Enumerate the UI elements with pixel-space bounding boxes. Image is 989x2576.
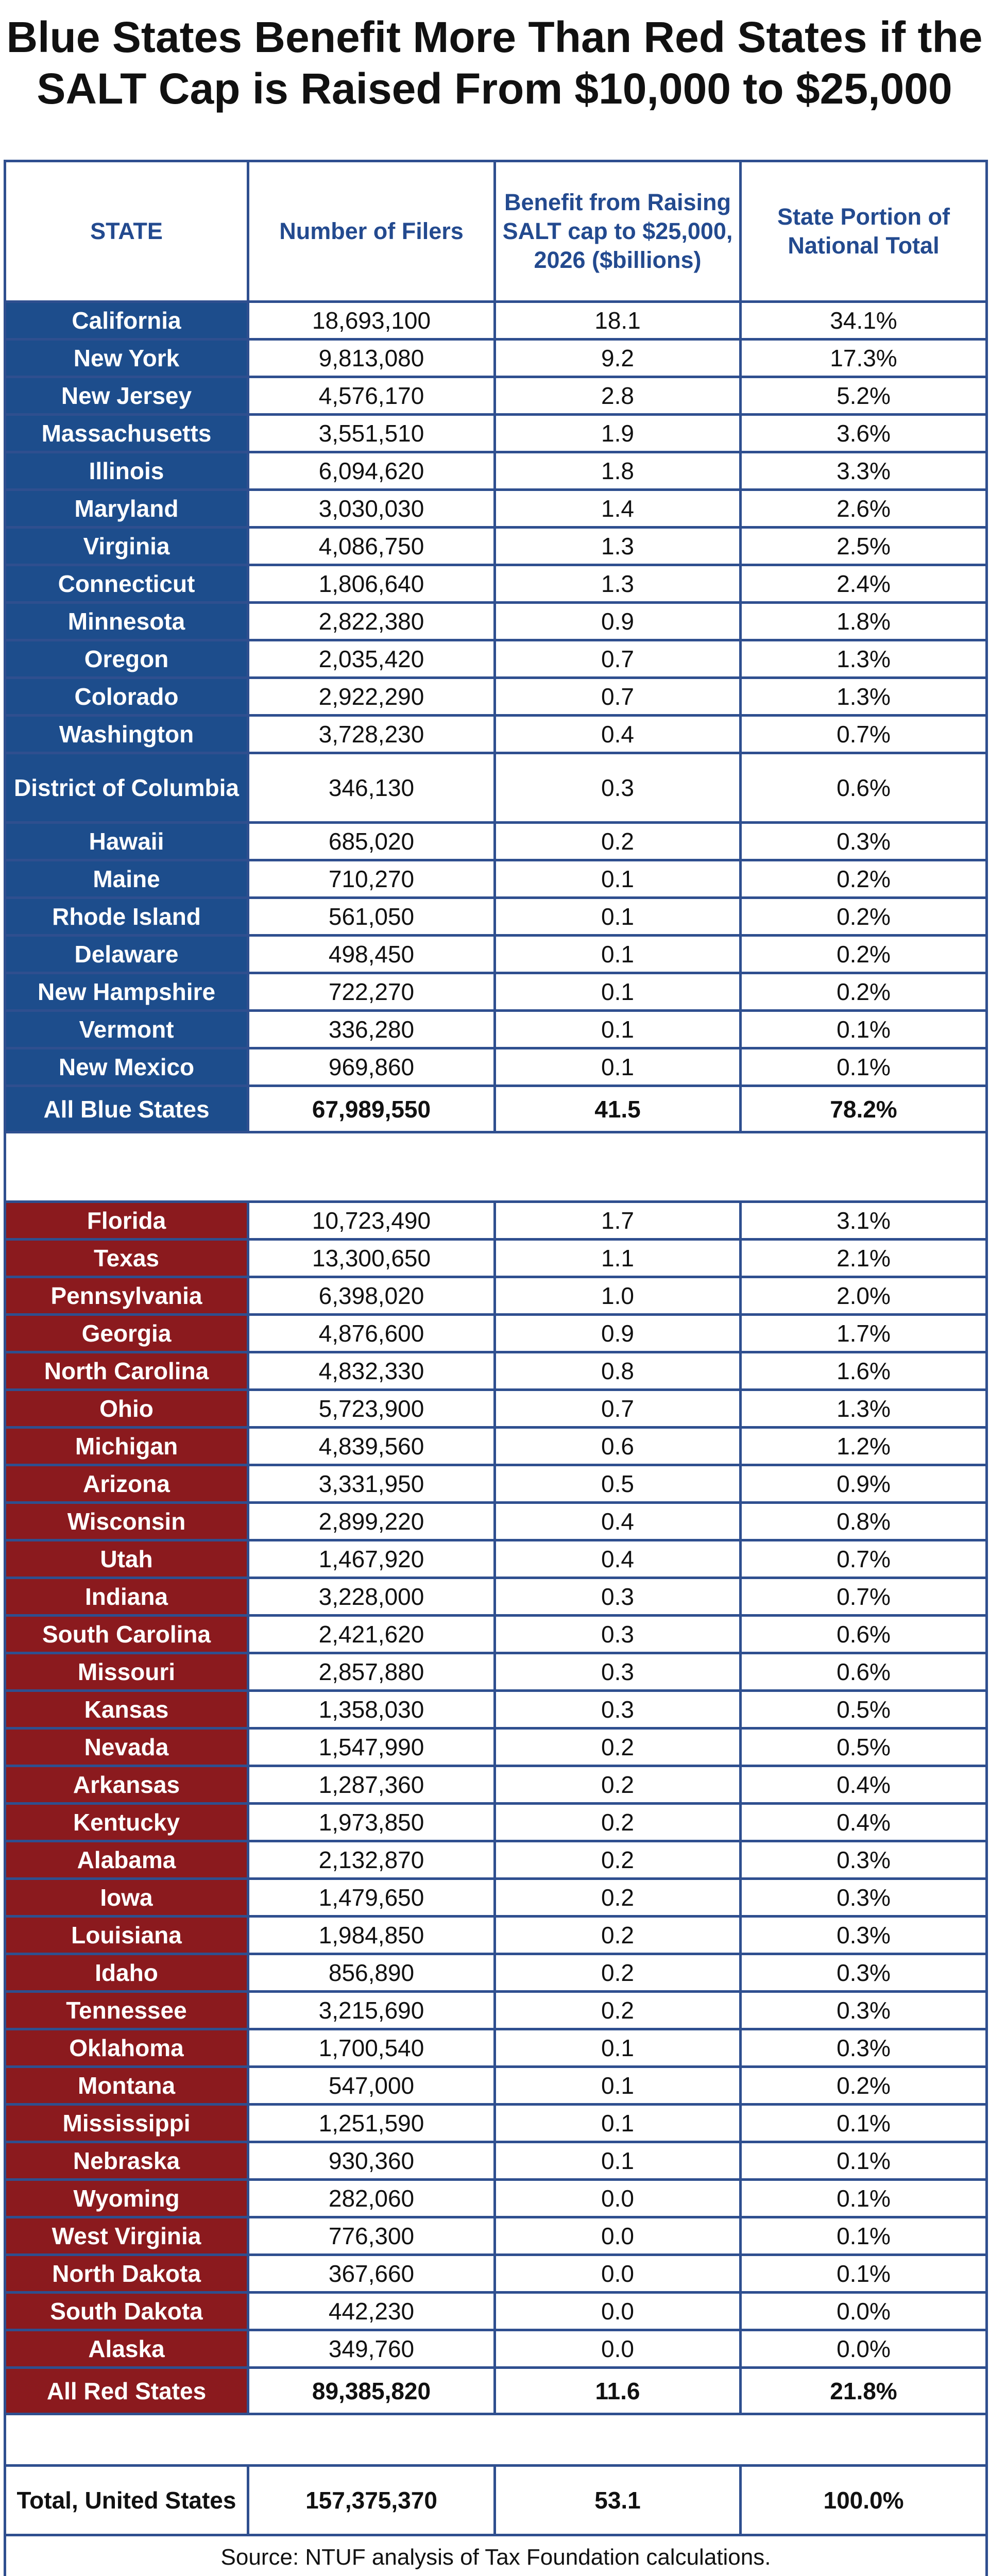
state-cell: Iowa: [5, 1879, 248, 1917]
benefit-cell: 0.1: [495, 973, 741, 1011]
state-cell: New Hampshire: [5, 973, 248, 1011]
blue-row-connecticut: [5, 565, 987, 603]
benefit-cell: 0.1: [495, 1048, 741, 1086]
filers-cell: 2,421,620: [248, 1616, 495, 1653]
benefit-cell: 0.7: [495, 640, 741, 678]
blue-row-delaware: [5, 936, 987, 973]
state-cell: Maine: [5, 860, 248, 898]
portion-cell: 78.2%: [741, 1086, 987, 1132]
benefit-cell: 0.4: [495, 1540, 741, 1578]
portion-cell: 1.3%: [741, 640, 987, 678]
benefit-cell: 0.5: [495, 1465, 741, 1503]
filers-cell: 4,832,330: [248, 1352, 495, 1390]
benefit-cell: 1.7: [495, 1202, 741, 1240]
red-row-north-carolina: [5, 1352, 987, 1390]
filers-cell: 1,467,920: [248, 1540, 495, 1578]
state-cell: All Red States: [5, 2368, 248, 2414]
portion-cell: 0.3%: [741, 1917, 987, 1954]
blue-row-new-hampshire: [5, 973, 987, 1011]
blue-row-california: [5, 302, 987, 340]
filers-cell: 1,287,360: [248, 1766, 495, 1804]
blue-row-new-mexico: [5, 1048, 987, 1086]
state-cell: Total, United States: [5, 2466, 248, 2535]
red-row-ohio: [5, 1390, 987, 1428]
portion-cell: 0.4%: [741, 1804, 987, 1841]
benefit-cell: 0.9: [495, 603, 741, 640]
portion-cell: 21.8%: [741, 2368, 987, 2414]
red-row-florida: [5, 1202, 987, 1240]
state-cell: California: [5, 302, 248, 340]
state-cell: Massachusetts: [5, 415, 248, 452]
header-row: [5, 161, 987, 302]
benefit-cell: 0.8: [495, 1352, 741, 1390]
portion-cell: 5.2%: [741, 377, 987, 415]
header-state: STATE: [5, 161, 248, 302]
filers-cell: 1,358,030: [248, 1691, 495, 1728]
state-cell: Vermont: [5, 1011, 248, 1048]
red-row-south-carolina: [5, 1616, 987, 1653]
filers-cell: 2,822,380: [248, 603, 495, 640]
portion-cell: 0.1%: [741, 2180, 987, 2217]
filers-cell: 3,551,510: [248, 415, 495, 452]
benefit-cell: 0.1: [495, 860, 741, 898]
benefit-cell: 0.7: [495, 678, 741, 716]
state-cell: Arkansas: [5, 1766, 248, 1804]
benefit-cell: 0.1: [495, 2142, 741, 2180]
filers-cell: 3,228,000: [248, 1578, 495, 1616]
state-cell: District of Columbia: [5, 753, 248, 823]
portion-cell: 2.1%: [741, 1240, 987, 1277]
filers-cell: 336,280: [248, 1011, 495, 1048]
portion-cell: 100.0%: [741, 2466, 987, 2535]
state-cell: Arizona: [5, 1465, 248, 1503]
blue-total-row: [5, 1086, 987, 1132]
portion-cell: 0.7%: [741, 1540, 987, 1578]
filers-cell: 2,922,290: [248, 678, 495, 716]
benefit-cell: 0.1: [495, 2029, 741, 2067]
red-row-missouri: [5, 1653, 987, 1691]
portion-cell: 0.3%: [741, 1841, 987, 1879]
filers-cell: 685,020: [248, 823, 495, 860]
state-cell: Georgia: [5, 1315, 248, 1352]
state-cell: Louisiana: [5, 1917, 248, 1954]
red-row-michigan: [5, 1428, 987, 1465]
filers-cell: 1,547,990: [248, 1728, 495, 1766]
portion-cell: 0.8%: [741, 1503, 987, 1540]
filers-cell: 776,300: [248, 2217, 495, 2255]
benefit-cell: 0.2: [495, 1728, 741, 1766]
benefit-cell: 1.3: [495, 565, 741, 603]
portion-cell: 0.1%: [741, 2105, 987, 2142]
red-row-tennessee: [5, 1992, 987, 2029]
benefit-cell: 0.1: [495, 2105, 741, 2142]
us-total-row: [5, 2466, 987, 2535]
red-row-texas: [5, 1240, 987, 1277]
portion-cell: 0.5%: [741, 1728, 987, 1766]
state-cell: Rhode Island: [5, 898, 248, 936]
benefit-cell: 0.4: [495, 716, 741, 753]
benefit-cell: 0.9: [495, 1315, 741, 1352]
state-cell: Kansas: [5, 1691, 248, 1728]
filers-cell: 2,132,870: [248, 1841, 495, 1879]
benefit-cell: 0.1: [495, 1011, 741, 1048]
filers-cell: 1,251,590: [248, 2105, 495, 2142]
benefit-cell: 0.1: [495, 936, 741, 973]
table-body: [5, 302, 987, 2576]
filers-cell: 969,860: [248, 1048, 495, 1086]
filers-cell: 1,479,650: [248, 1879, 495, 1917]
state-cell: Delaware: [5, 936, 248, 973]
benefit-cell: 1.3: [495, 528, 741, 565]
state-cell: New Mexico: [5, 1048, 248, 1086]
filers-cell: 6,094,620: [248, 452, 495, 490]
blue-row-district-of-columbia: [5, 753, 987, 823]
red-row-arkansas: [5, 1766, 987, 1804]
salt-table: [4, 160, 988, 2576]
state-cell: Utah: [5, 1540, 248, 1578]
portion-cell: 0.1%: [741, 1048, 987, 1086]
red-row-louisiana: [5, 1917, 987, 1954]
state-cell: Ohio: [5, 1390, 248, 1428]
filers-cell: 9,813,080: [248, 340, 495, 377]
state-cell: Nevada: [5, 1728, 248, 1766]
state-cell: Wisconsin: [5, 1503, 248, 1540]
salt-table-container: [4, 160, 985, 2576]
red-row-iowa: [5, 1879, 987, 1917]
state-cell: Illinois: [5, 452, 248, 490]
state-cell: New Jersey: [5, 377, 248, 415]
red-row-idaho: [5, 1954, 987, 1992]
state-cell: Idaho: [5, 1954, 248, 1992]
state-cell: Colorado: [5, 678, 248, 716]
blue-row-hawaii: [5, 823, 987, 860]
benefit-cell: 18.1: [495, 302, 741, 340]
portion-cell: 1.6%: [741, 1352, 987, 1390]
benefit-cell: 1.9: [495, 415, 741, 452]
filers-cell: 930,360: [248, 2142, 495, 2180]
benefit-cell: 0.2: [495, 1841, 741, 1879]
benefit-cell: 0.0: [495, 2255, 741, 2293]
blue-row-rhode-island: [5, 898, 987, 936]
benefit-cell: 0.3: [495, 1616, 741, 1653]
portion-cell: 0.4%: [741, 1766, 987, 1804]
state-cell: Hawaii: [5, 823, 248, 860]
source-row: [5, 2535, 987, 2576]
portion-cell: 3.3%: [741, 452, 987, 490]
filers-cell: 13,300,650: [248, 1240, 495, 1277]
red-row-kentucky: [5, 1804, 987, 1841]
red-row-west-virginia: [5, 2217, 987, 2255]
filers-cell: 346,130: [248, 753, 495, 823]
benefit-cell: 0.4: [495, 1503, 741, 1540]
benefit-cell: 0.2: [495, 1917, 741, 1954]
page-title: [0, 11, 989, 114]
filers-cell: 89,385,820: [248, 2368, 495, 2414]
filers-cell: 3,728,230: [248, 716, 495, 753]
state-cell: New York: [5, 340, 248, 377]
spacer-cell: [5, 2414, 987, 2466]
portion-cell: 0.2%: [741, 898, 987, 936]
spacer-cell: [5, 1132, 987, 1202]
filers-cell: 3,331,950: [248, 1465, 495, 1503]
blue-row-oregon: [5, 640, 987, 678]
filers-cell: 3,215,690: [248, 1992, 495, 2029]
state-cell: Montana: [5, 2067, 248, 2105]
portion-cell: 0.0%: [741, 2330, 987, 2368]
portion-cell: 0.5%: [741, 1691, 987, 1728]
portion-cell: 3.1%: [741, 1202, 987, 1240]
red-row-wisconsin: [5, 1503, 987, 1540]
portion-cell: 34.1%: [741, 302, 987, 340]
state-cell: Mississippi: [5, 2105, 248, 2142]
portion-cell: 0.3%: [741, 1954, 987, 1992]
benefit-cell: 1.0: [495, 1277, 741, 1315]
red-row-south-dakota: [5, 2293, 987, 2330]
benefit-cell: 9.2: [495, 340, 741, 377]
red-row-oklahoma: [5, 2029, 987, 2067]
blue-row-massachusetts: [5, 415, 987, 452]
red-row-nevada: [5, 1728, 987, 1766]
portion-cell: 1.7%: [741, 1315, 987, 1352]
filers-cell: 561,050: [248, 898, 495, 936]
benefit-cell: 0.6: [495, 1428, 741, 1465]
blue-row-new-york: [5, 340, 987, 377]
red-row-arizona: [5, 1465, 987, 1503]
red-row-nebraska: [5, 2142, 987, 2180]
filers-cell: 5,723,900: [248, 1390, 495, 1428]
portion-cell: 2.4%: [741, 565, 987, 603]
portion-cell: 2.0%: [741, 1277, 987, 1315]
section-spacer: [5, 1132, 987, 1202]
red-row-alaska: [5, 2330, 987, 2368]
portion-cell: 0.7%: [741, 716, 987, 753]
benefit-cell: 53.1: [495, 2466, 741, 2535]
benefit-cell: 0.3: [495, 753, 741, 823]
benefit-cell: 1.1: [495, 1240, 741, 1277]
portion-cell: 0.2%: [741, 860, 987, 898]
red-row-kansas: [5, 1691, 987, 1728]
filers-cell: 1,984,850: [248, 1917, 495, 1954]
source-note: Source: NTUF analysis of Tax Foundation calculations.: [5, 2535, 987, 2576]
filers-cell: 2,857,880: [248, 1653, 495, 1691]
title-line-2: SALT Cap is Raised From $10,000 to $25,000: [37, 64, 952, 113]
filers-cell: 4,876,600: [248, 1315, 495, 1352]
portion-cell: 0.3%: [741, 1879, 987, 1917]
state-cell: Alabama: [5, 1841, 248, 1879]
header-benefit: Benefit from Raising SALT cap to $25,000, 2026 ($billions): [495, 161, 741, 302]
state-cell: Maryland: [5, 490, 248, 528]
state-cell: Kentucky: [5, 1804, 248, 1841]
benefit-cell: 0.1: [495, 898, 741, 936]
state-cell: Oregon: [5, 640, 248, 678]
portion-cell: 0.6%: [741, 1616, 987, 1653]
benefit-cell: 0.0: [495, 2293, 741, 2330]
portion-cell: 0.1%: [741, 2255, 987, 2293]
benefit-cell: 0.0: [495, 2217, 741, 2255]
benefit-cell: 0.3: [495, 1578, 741, 1616]
benefit-cell: 11.6: [495, 2368, 741, 2414]
blue-row-new-jersey: [5, 377, 987, 415]
filers-cell: 710,270: [248, 860, 495, 898]
portion-cell: 0.6%: [741, 753, 987, 823]
filers-cell: 1,700,540: [248, 2029, 495, 2067]
portion-cell: 2.6%: [741, 490, 987, 528]
benefit-cell: 0.2: [495, 1954, 741, 1992]
state-cell: Washington: [5, 716, 248, 753]
benefit-cell: 41.5: [495, 1086, 741, 1132]
portion-cell: 1.8%: [741, 603, 987, 640]
portion-cell: 0.1%: [741, 2142, 987, 2180]
state-cell: Oklahoma: [5, 2029, 248, 2067]
portion-cell: 1.3%: [741, 1390, 987, 1428]
benefit-cell: 0.1: [495, 2067, 741, 2105]
red-row-north-dakota: [5, 2255, 987, 2293]
filers-cell: 547,000: [248, 2067, 495, 2105]
portion-cell: 0.7%: [741, 1578, 987, 1616]
benefit-cell: 0.0: [495, 2180, 741, 2217]
state-cell: Michigan: [5, 1428, 248, 1465]
filers-cell: 282,060: [248, 2180, 495, 2217]
red-row-alabama: [5, 1841, 987, 1879]
filers-cell: 498,450: [248, 936, 495, 973]
benefit-cell: 0.2: [495, 1992, 741, 2029]
red-total-row: [5, 2368, 987, 2414]
portion-cell: 0.3%: [741, 823, 987, 860]
benefit-cell: 0.0: [495, 2330, 741, 2368]
state-cell: Wyoming: [5, 2180, 248, 2217]
portion-cell: 0.1%: [741, 2217, 987, 2255]
title-line-1: Blue States Benefit More Than Red States if the: [6, 13, 983, 61]
blue-row-maryland: [5, 490, 987, 528]
red-row-georgia: [5, 1315, 987, 1352]
state-cell: Florida: [5, 1202, 248, 1240]
benefit-cell: 0.2: [495, 1879, 741, 1917]
red-row-indiana: [5, 1578, 987, 1616]
filers-cell: 856,890: [248, 1954, 495, 1992]
portion-cell: 1.2%: [741, 1428, 987, 1465]
benefit-cell: 1.8: [495, 452, 741, 490]
filers-cell: 1,973,850: [248, 1804, 495, 1841]
benefit-cell: 0.2: [495, 1804, 741, 1841]
filers-cell: 4,839,560: [248, 1428, 495, 1465]
filers-cell: 3,030,030: [248, 490, 495, 528]
filers-cell: 4,086,750: [248, 528, 495, 565]
portion-cell: 0.3%: [741, 2029, 987, 2067]
portion-cell: 0.3%: [741, 1992, 987, 2029]
portion-cell: 3.6%: [741, 415, 987, 452]
filers-cell: 67,989,550: [248, 1086, 495, 1132]
portion-cell: 0.6%: [741, 1653, 987, 1691]
filers-cell: 1,806,640: [248, 565, 495, 603]
state-cell: Tennessee: [5, 1992, 248, 2029]
blue-row-washington: [5, 716, 987, 753]
state-cell: South Dakota: [5, 2293, 248, 2330]
state-cell: West Virginia: [5, 2217, 248, 2255]
blue-row-colorado: [5, 678, 987, 716]
red-row-pennsylvania: [5, 1277, 987, 1315]
portion-cell: 17.3%: [741, 340, 987, 377]
blue-row-vermont: [5, 1011, 987, 1048]
blue-row-illinois: [5, 452, 987, 490]
state-cell: North Carolina: [5, 1352, 248, 1390]
benefit-cell: 0.3: [495, 1691, 741, 1728]
filers-cell: 349,760: [248, 2330, 495, 2368]
state-cell: Texas: [5, 1240, 248, 1277]
filers-cell: 442,230: [248, 2293, 495, 2330]
portion-cell: 0.2%: [741, 936, 987, 973]
blue-row-maine: [5, 860, 987, 898]
benefit-cell: 1.4: [495, 490, 741, 528]
filers-cell: 157,375,370: [248, 2466, 495, 2535]
state-cell: Connecticut: [5, 565, 248, 603]
benefit-cell: 0.2: [495, 1766, 741, 1804]
header-portion: State Portion of National Total: [741, 161, 987, 302]
filers-cell: 2,035,420: [248, 640, 495, 678]
filers-cell: 722,270: [248, 973, 495, 1011]
header-filers: Number of Filers: [248, 161, 495, 302]
red-row-mississippi: [5, 2105, 987, 2142]
state-cell: All Blue States: [5, 1086, 248, 1132]
filers-cell: 10,723,490: [248, 1202, 495, 1240]
state-cell: Alaska: [5, 2330, 248, 2368]
state-cell: South Carolina: [5, 1616, 248, 1653]
portion-cell: 0.2%: [741, 2067, 987, 2105]
portion-cell: 0.1%: [741, 1011, 987, 1048]
portion-cell: 2.5%: [741, 528, 987, 565]
portion-cell: 0.2%: [741, 973, 987, 1011]
benefit-cell: 0.2: [495, 823, 741, 860]
filers-cell: 2,899,220: [248, 1503, 495, 1540]
state-cell: Pennsylvania: [5, 1277, 248, 1315]
filers-cell: 6,398,020: [248, 1277, 495, 1315]
portion-cell: 0.9%: [741, 1465, 987, 1503]
state-cell: Missouri: [5, 1653, 248, 1691]
red-row-wyoming: [5, 2180, 987, 2217]
state-cell: Minnesota: [5, 603, 248, 640]
state-cell: North Dakota: [5, 2255, 248, 2293]
portion-cell: 1.3%: [741, 678, 987, 716]
benefit-cell: 2.8: [495, 377, 741, 415]
state-cell: Virginia: [5, 528, 248, 565]
filers-cell: 4,576,170: [248, 377, 495, 415]
blue-row-virginia: [5, 528, 987, 565]
red-row-utah: [5, 1540, 987, 1578]
benefit-cell: 0.7: [495, 1390, 741, 1428]
benefit-cell: 0.3: [495, 1653, 741, 1691]
red-row-montana: [5, 2067, 987, 2105]
filers-cell: 18,693,100: [248, 302, 495, 340]
state-cell: Nebraska: [5, 2142, 248, 2180]
portion-cell: 0.0%: [741, 2293, 987, 2330]
section-spacer-2: [5, 2414, 987, 2466]
state-cell: Indiana: [5, 1578, 248, 1616]
filers-cell: 367,660: [248, 2255, 495, 2293]
blue-row-minnesota: [5, 603, 987, 640]
